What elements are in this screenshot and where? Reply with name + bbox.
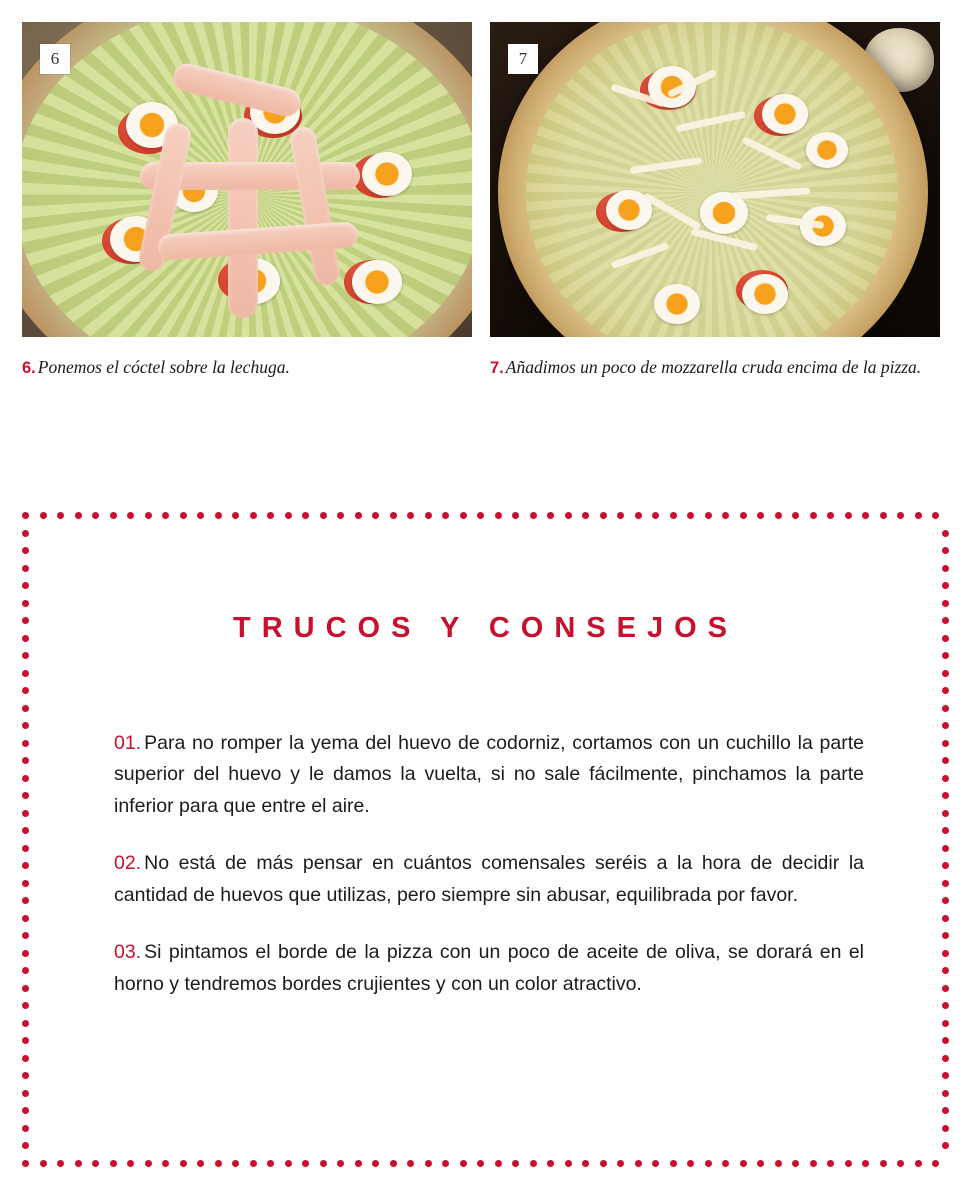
border-dot — [757, 512, 764, 519]
border-dot — [355, 512, 362, 519]
border-dot — [22, 722, 29, 729]
border-dot — [845, 1160, 852, 1167]
border-dot — [757, 1160, 764, 1167]
tip-text: No está de más pensar en cuántos comensales seréis a la hora de decidir la cantidad de huevos que utilizas, pero siempre sin abusar, equilibrada por favor. — [114, 852, 864, 906]
border-dot — [355, 1160, 362, 1167]
border-dot — [942, 652, 949, 659]
quail-egg — [352, 260, 402, 304]
border-dot — [617, 1160, 624, 1167]
step-photo-row — [22, 22, 949, 337]
border-dot — [22, 827, 29, 834]
border-dot — [565, 1160, 572, 1167]
border-dot — [127, 512, 134, 519]
border-dot — [792, 1160, 799, 1167]
border-dot — [942, 967, 949, 974]
border-dot — [942, 530, 949, 537]
quail-egg — [742, 274, 788, 314]
border-dot — [232, 1160, 239, 1167]
border-dot — [22, 967, 29, 974]
border-dot — [22, 1090, 29, 1097]
step-caption-7 — [490, 355, 940, 381]
border-dot — [407, 1160, 414, 1167]
border-dot — [942, 1072, 949, 1079]
step-photo-column-7 — [490, 22, 940, 337]
tips-box — [22, 512, 949, 1167]
border-dot — [92, 512, 99, 519]
border-dot — [932, 1160, 939, 1167]
border-dot — [57, 512, 64, 519]
border-dot — [942, 880, 949, 887]
border-dot — [302, 1160, 309, 1167]
step-captions-row — [22, 355, 949, 381]
border-dot — [75, 1160, 82, 1167]
border-dot — [942, 600, 949, 607]
border-dot — [897, 1160, 904, 1167]
border-dot — [22, 512, 29, 519]
border-dot — [652, 512, 659, 519]
border-dot — [22, 1160, 29, 1167]
border-dot — [22, 845, 29, 852]
border-dot — [337, 512, 344, 519]
step-caption-number-7: 7. — [490, 359, 504, 377]
tips-list — [114, 708, 864, 1001]
border-dot — [22, 1037, 29, 1044]
border-dot — [92, 1160, 99, 1167]
border-dot — [425, 512, 432, 519]
border-dot — [942, 565, 949, 572]
step-badge-7: 7 — [508, 44, 538, 74]
tip-item — [114, 937, 864, 1000]
border-dot — [267, 1160, 274, 1167]
border-dot — [722, 1160, 729, 1167]
border-dot — [425, 1160, 432, 1167]
border-dot — [477, 1160, 484, 1167]
border-dot — [22, 880, 29, 887]
quail-egg — [762, 94, 808, 134]
border-dot — [302, 512, 309, 519]
border-dot — [110, 512, 117, 519]
quail-egg — [806, 132, 848, 168]
border-dot — [22, 862, 29, 869]
step-caption-text-7: Añadimos un poco de mozzarella cruda encima de la pizza. — [505, 357, 922, 377]
border-dot — [145, 512, 152, 519]
border-dot — [792, 512, 799, 519]
border-dot — [442, 1160, 449, 1167]
border-dot — [22, 932, 29, 939]
border-dot — [942, 670, 949, 677]
border-dot — [740, 512, 747, 519]
border-dot — [22, 1107, 29, 1114]
border-dot — [22, 670, 29, 677]
border-dot — [320, 1160, 327, 1167]
border-dot — [22, 775, 29, 782]
border-dot — [942, 845, 949, 852]
step-image-7 — [490, 22, 940, 337]
border-dot — [407, 512, 414, 519]
tip-text: Si pintamos el borde de la pizza con un poco de aceite de oliva, se dorará en el horno y tendremos bordes crujientes y con un color atractivo. — [114, 941, 864, 995]
border-dot — [942, 757, 949, 764]
tip-item — [114, 848, 864, 911]
border-dot — [390, 512, 397, 519]
step-image-6 — [22, 22, 472, 337]
border-dot — [740, 1160, 747, 1167]
border-dot — [22, 547, 29, 554]
border-dot — [582, 1160, 589, 1167]
border-dot — [22, 950, 29, 957]
border-dot — [22, 1055, 29, 1062]
border-dot — [942, 1020, 949, 1027]
border-dot — [460, 1160, 467, 1167]
border-dot — [320, 512, 327, 519]
border-dot — [22, 740, 29, 747]
border-dot — [942, 740, 949, 747]
border-dot — [600, 1160, 607, 1167]
border-dot — [22, 792, 29, 799]
border-dot — [942, 1002, 949, 1009]
border-dot — [845, 512, 852, 519]
border-dot — [547, 512, 554, 519]
border-dot — [897, 512, 904, 519]
border-dot — [22, 985, 29, 992]
border-dot — [145, 1160, 152, 1167]
border-dot — [22, 1072, 29, 1079]
border-dot — [670, 1160, 677, 1167]
border-dot — [942, 1125, 949, 1132]
border-dot — [477, 512, 484, 519]
border-dot — [530, 1160, 537, 1167]
border-dot — [942, 1142, 949, 1149]
border-dot — [942, 985, 949, 992]
border-dot — [22, 530, 29, 537]
border-dot — [635, 1160, 642, 1167]
tips-title: TRUCOS Y CONSEJOS — [232, 612, 738, 644]
border-dot — [215, 1160, 222, 1167]
border-dot — [880, 512, 887, 519]
border-dot — [942, 1055, 949, 1062]
border-dot — [512, 512, 519, 519]
border-dot — [942, 1090, 949, 1097]
pizza-illustration-6 — [22, 22, 472, 337]
border-dot — [75, 512, 82, 519]
border-dot — [810, 512, 817, 519]
border-dot — [635, 512, 642, 519]
border-dot — [942, 687, 949, 694]
border-dot — [942, 582, 949, 589]
border-dot — [942, 722, 949, 729]
border-dot — [127, 1160, 134, 1167]
border-dot — [285, 512, 292, 519]
border-dot — [22, 652, 29, 659]
quail-egg — [362, 152, 412, 196]
border-dot — [22, 1020, 29, 1027]
border-dot — [942, 827, 949, 834]
border-dot — [880, 1160, 887, 1167]
border-dot — [942, 1107, 949, 1114]
border-dot — [942, 705, 949, 712]
border-dot — [617, 512, 624, 519]
border-dot — [942, 775, 949, 782]
border-dot — [915, 512, 922, 519]
border-dot — [547, 1160, 554, 1167]
border-dot — [862, 512, 869, 519]
border-dot — [22, 810, 29, 817]
border-dot — [687, 1160, 694, 1167]
tip-text: Para no romper la yema del huevo de codorniz, cortamos con un cuchillo la parte superior del huevo y le damos la vuelta, si no sale fácilmente, pinchamos la parte inferior para que entre el aire. — [114, 731, 864, 817]
border-dot — [460, 512, 467, 519]
border-dot — [267, 512, 274, 519]
border-dot — [110, 1160, 117, 1167]
border-dot — [22, 565, 29, 572]
step-caption-text-6: Ponemos el cóctel sobre la lechuga. — [37, 357, 290, 377]
border-dot — [942, 950, 949, 957]
border-dot — [932, 512, 939, 519]
border-dot — [705, 1160, 712, 1167]
border-dot — [162, 512, 169, 519]
border-dot — [652, 1160, 659, 1167]
border-dot — [942, 810, 949, 817]
border-dot — [180, 1160, 187, 1167]
border-dot — [250, 512, 257, 519]
tip-number: 02. — [114, 852, 142, 875]
border-dot — [22, 687, 29, 694]
step-badge-6: 6 — [40, 44, 70, 74]
border-dot — [810, 1160, 817, 1167]
step-photo-column-6 — [22, 22, 472, 337]
border-dot — [942, 547, 949, 554]
cocktail-sauce — [228, 118, 258, 318]
border-dot — [942, 897, 949, 904]
border-dot — [942, 915, 949, 922]
border-dot — [722, 512, 729, 519]
border-dot — [22, 1002, 29, 1009]
border-dot — [372, 512, 379, 519]
tip-number: 03. — [114, 941, 142, 964]
border-dot — [22, 1142, 29, 1149]
tip-item — [114, 728, 864, 823]
border-dot — [942, 862, 949, 869]
border-dot — [285, 1160, 292, 1167]
border-dot — [565, 512, 572, 519]
border-dot — [232, 512, 239, 519]
border-dot — [915, 1160, 922, 1167]
border-dot — [22, 897, 29, 904]
border-dot — [22, 1125, 29, 1132]
border-dot — [22, 582, 29, 589]
border-dot — [775, 512, 782, 519]
border-dot — [390, 1160, 397, 1167]
border-dot — [600, 512, 607, 519]
border-dot — [197, 1160, 204, 1167]
border-dot — [22, 757, 29, 764]
border-dot — [162, 1160, 169, 1167]
border-dot — [215, 512, 222, 519]
border-dot — [197, 512, 204, 519]
border-dot — [582, 512, 589, 519]
border-dot — [250, 1160, 257, 1167]
border-dot — [57, 1160, 64, 1167]
border-dot — [22, 705, 29, 712]
border-dot — [512, 1160, 519, 1167]
border-dot — [337, 1160, 344, 1167]
quail-egg — [654, 284, 700, 324]
border-dot — [942, 792, 949, 799]
border-dot — [827, 512, 834, 519]
border-dot — [40, 1160, 47, 1167]
border-dot — [442, 512, 449, 519]
border-dot — [705, 512, 712, 519]
border-dot — [22, 600, 29, 607]
border-dot — [530, 512, 537, 519]
border-dot — [40, 512, 47, 519]
border-dot — [372, 1160, 379, 1167]
border-dot — [775, 1160, 782, 1167]
border-dot — [495, 1160, 502, 1167]
border-dot — [687, 512, 694, 519]
step-caption-6 — [22, 355, 472, 381]
border-dot — [180, 512, 187, 519]
border-dot — [942, 1037, 949, 1044]
border-dot — [942, 932, 949, 939]
step-caption-number-6: 6. — [22, 359, 36, 377]
border-dot — [22, 915, 29, 922]
border-dot — [827, 1160, 834, 1167]
border-dot — [862, 1160, 869, 1167]
border-dot — [670, 512, 677, 519]
border-dot — [495, 512, 502, 519]
pizza-illustration-7 — [490, 22, 940, 337]
tip-number: 01. — [114, 731, 142, 754]
